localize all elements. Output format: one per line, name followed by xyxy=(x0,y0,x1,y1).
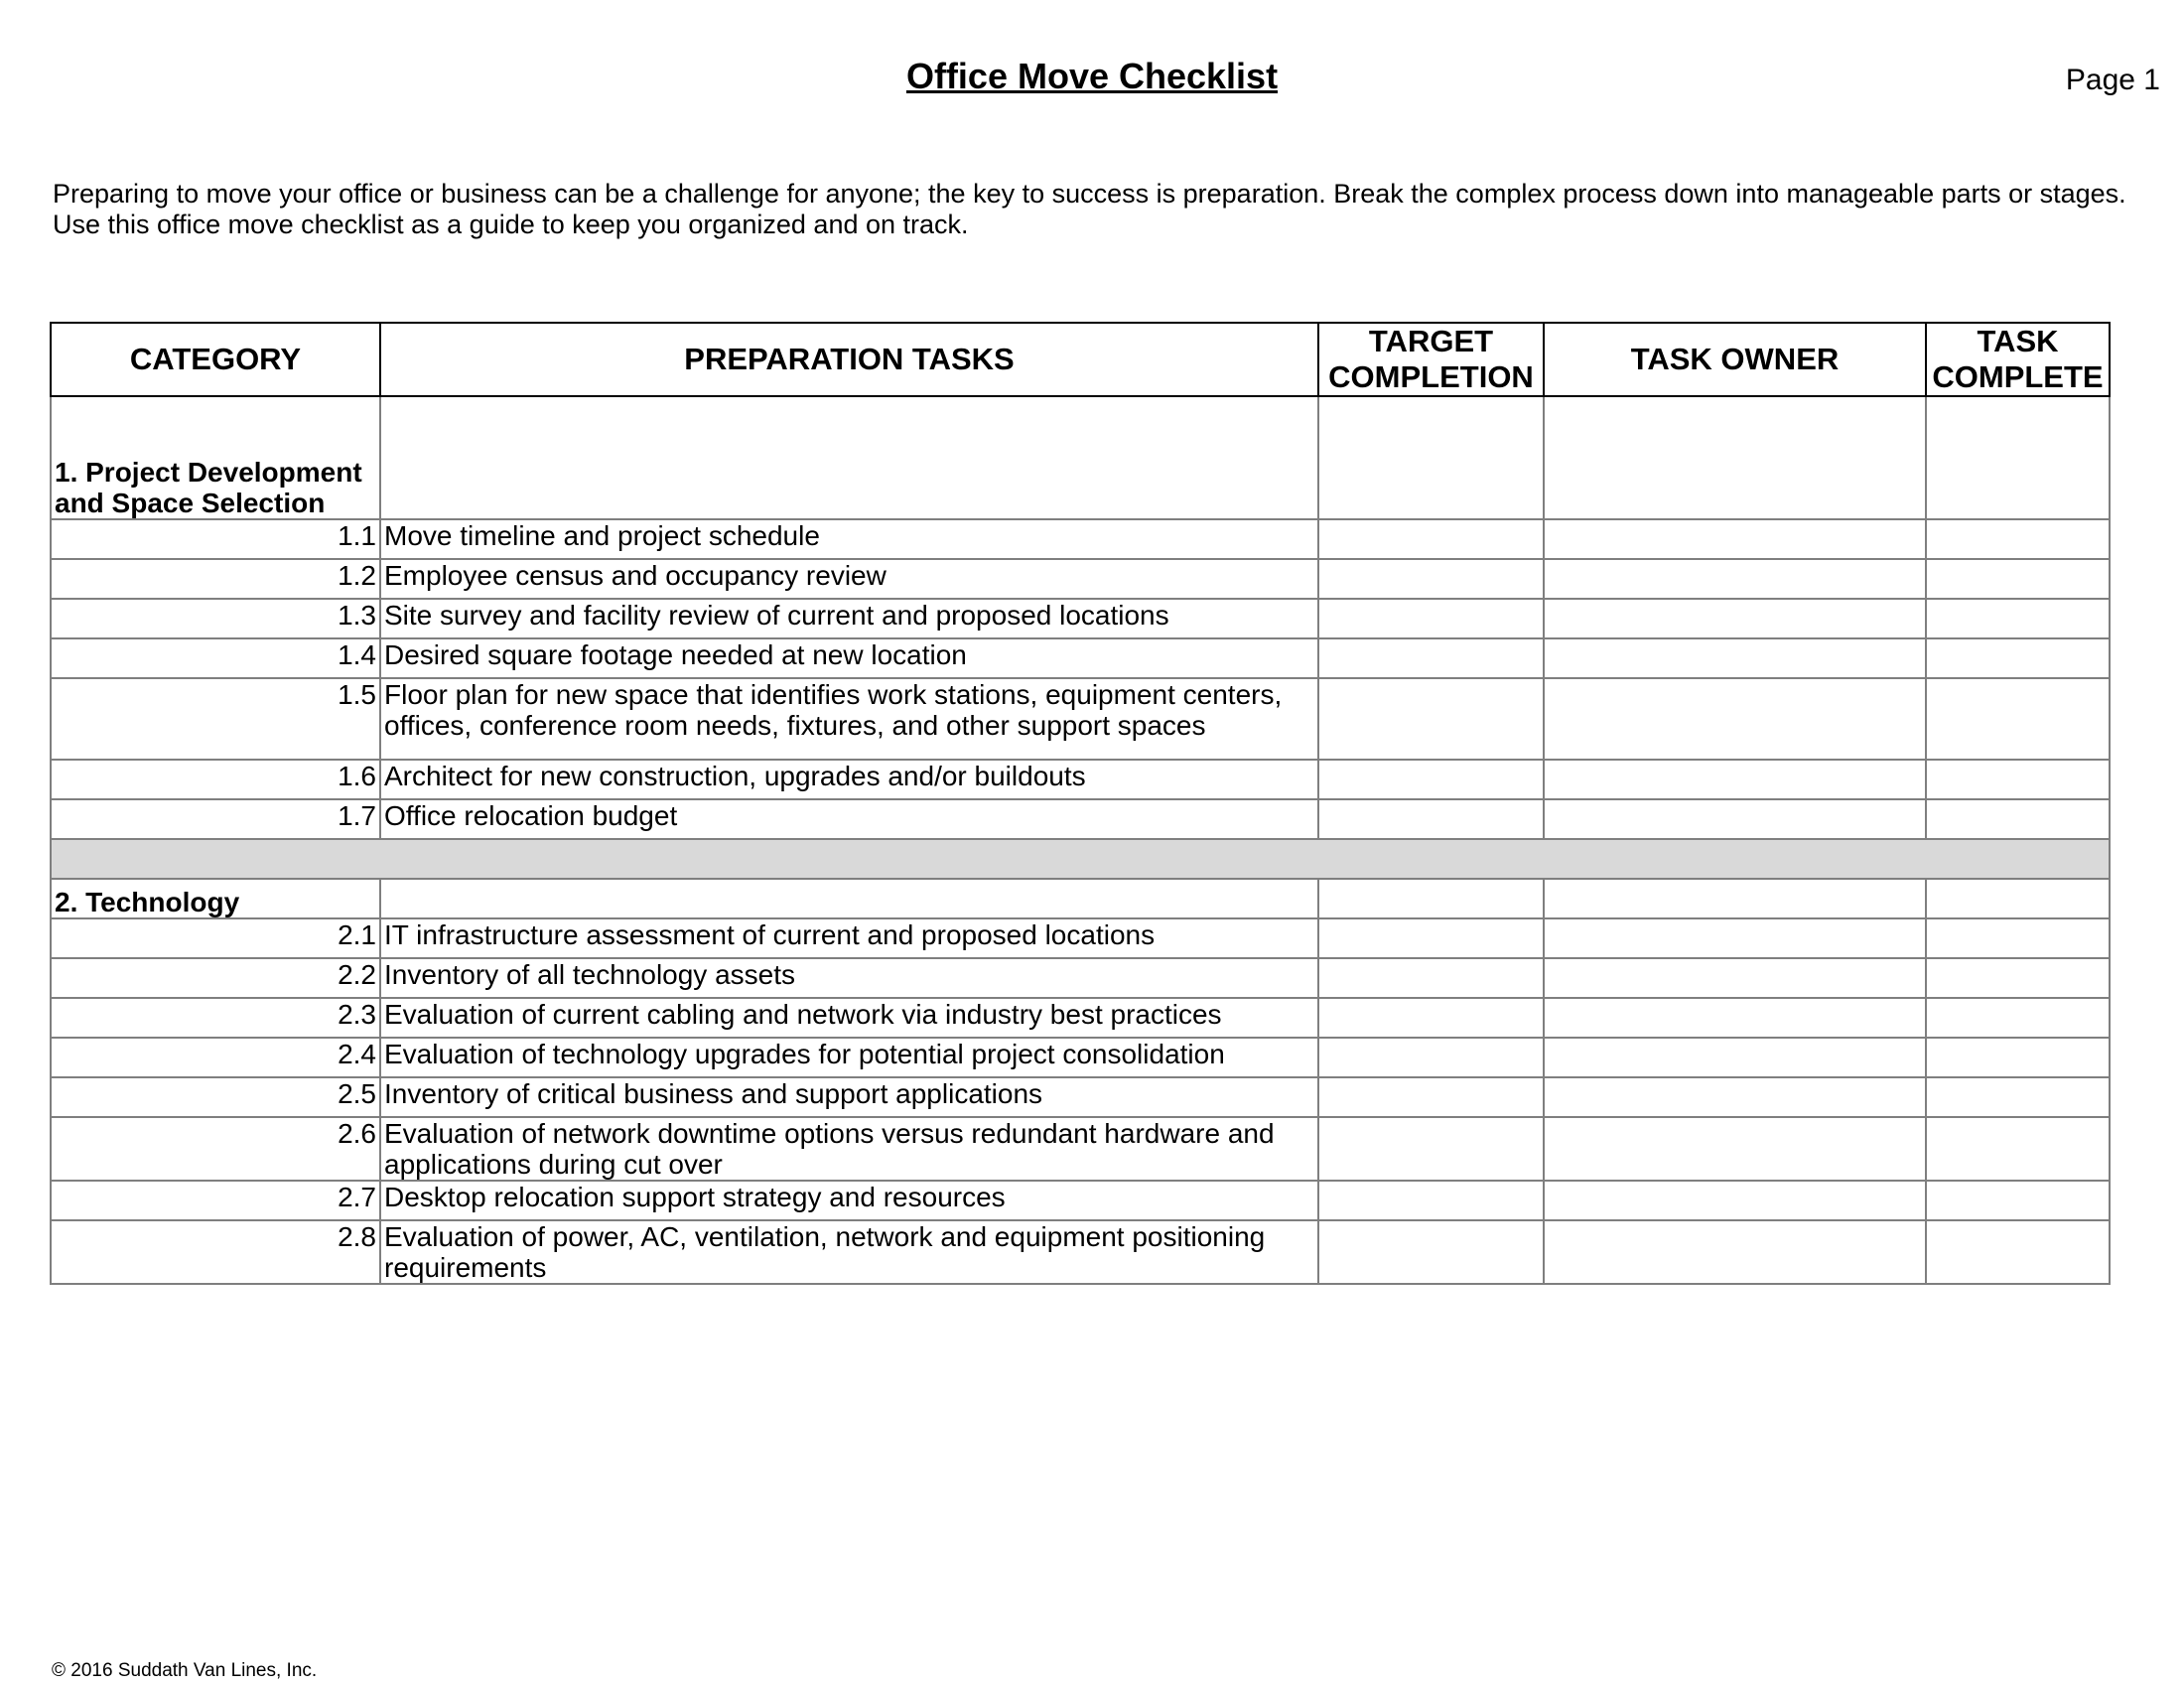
target-cell[interactable] xyxy=(1318,958,1544,998)
target-cell[interactable] xyxy=(1318,1038,1544,1077)
table-row xyxy=(51,678,2110,760)
owner-cell[interactable] xyxy=(1544,1117,1926,1181)
complete-cell[interactable] xyxy=(1926,879,2110,918)
column-header-target-completion xyxy=(1318,323,1544,396)
task-number: 1.7 xyxy=(51,799,380,839)
category-row-1 xyxy=(51,396,2110,519)
task-text: IT infrastructure assessment of current and proposed locations xyxy=(380,918,1318,958)
table-row xyxy=(51,1220,2110,1284)
complete-cell[interactable] xyxy=(1926,1220,2110,1284)
task-number: 2.7 xyxy=(51,1181,380,1220)
complete-cell[interactable] xyxy=(1926,998,2110,1038)
target-cell[interactable] xyxy=(1318,1077,1544,1117)
task-text: Inventory of critical business and support applications xyxy=(380,1077,1318,1117)
complete-line1: TASK xyxy=(1977,324,2059,358)
owner-cell[interactable] xyxy=(1544,396,1926,519)
task-text: Move timeline and project schedule xyxy=(380,519,1318,559)
task-number: 2.6 xyxy=(51,1117,380,1181)
table-header-row xyxy=(51,323,2110,396)
document-title: Office Move Checklist xyxy=(905,56,1279,96)
owner-cell[interactable] xyxy=(1544,958,1926,998)
complete-cell[interactable] xyxy=(1926,760,2110,799)
complete-cell[interactable] xyxy=(1926,799,2110,839)
task-text: Architect for new construction, upgrades and/or buildouts xyxy=(380,760,1318,799)
complete-cell[interactable] xyxy=(1926,958,2110,998)
owner-cell[interactable] xyxy=(1544,998,1926,1038)
column-header-tasks: PREPARATION TASKS xyxy=(380,323,1318,396)
table-row xyxy=(51,638,2110,678)
target-cell[interactable] xyxy=(1318,519,1544,559)
table-row xyxy=(51,958,2110,998)
complete-cell[interactable] xyxy=(1926,599,2110,638)
column-header-task-owner: TASK OWNER xyxy=(1544,323,1926,396)
complete-cell[interactable] xyxy=(1926,1181,2110,1220)
target-cell[interactable] xyxy=(1318,799,1544,839)
task-text: Inventory of all technology assets xyxy=(380,958,1318,998)
owner-cell[interactable] xyxy=(1544,638,1926,678)
target-line1: TARGET xyxy=(1368,324,1494,358)
task-number: 2.1 xyxy=(51,918,380,958)
section-divider xyxy=(51,839,2110,879)
target-cell[interactable] xyxy=(1318,1117,1544,1181)
page-number: Page 1 xyxy=(2065,64,2160,96)
target-cell[interactable] xyxy=(1318,879,1544,918)
target-cell[interactable] xyxy=(1318,1181,1544,1220)
task-number: 2.4 xyxy=(51,1038,380,1077)
task-text: Employee census and occupancy review xyxy=(380,559,1318,599)
intro-paragraph: Preparing to move your office or business can be a challenge for anyone; the key to success is preparation. Break the complex process down into manageable parts or stages. Use this office move checklist as a guide to keep you organized and on track. xyxy=(53,179,2126,239)
table-row xyxy=(51,918,2110,958)
target-cell[interactable] xyxy=(1318,760,1544,799)
task-number: 2.3 xyxy=(51,998,380,1038)
task-text: Floor plan for new space that identifies work stations, equipment centers, offices, conference room needs, fixtures, and other support spaces xyxy=(380,678,1318,760)
task-text: Office relocation budget xyxy=(380,799,1318,839)
complete-cell[interactable] xyxy=(1926,678,2110,760)
task-text: Evaluation of network downtime options versus redundant hardware and applications during cut over xyxy=(380,1117,1318,1181)
category-row-2 xyxy=(51,879,2110,918)
complete-cell[interactable] xyxy=(1926,1038,2110,1077)
owner-cell[interactable] xyxy=(1544,1220,1926,1284)
owner-cell[interactable] xyxy=(1544,918,1926,958)
table-row xyxy=(51,1117,2110,1181)
table-row xyxy=(51,559,2110,599)
task-number: 1.5 xyxy=(51,678,380,760)
checklist-table xyxy=(50,322,2111,1285)
task-number: 1.2 xyxy=(51,559,380,599)
task-text: Evaluation of power, AC, ventilation, network and equipment positioning requirements xyxy=(380,1220,1318,1284)
table-row xyxy=(51,599,2110,638)
owner-cell[interactable] xyxy=(1544,599,1926,638)
task-text: Evaluation of current cabling and network via industry best practices xyxy=(380,998,1318,1038)
table-row xyxy=(51,1038,2110,1077)
owner-cell[interactable] xyxy=(1544,1038,1926,1077)
target-cell[interactable] xyxy=(1318,1220,1544,1284)
task-number: 2.8 xyxy=(51,1220,380,1284)
column-header-category: CATEGORY xyxy=(51,323,380,396)
table-row xyxy=(51,998,2110,1038)
complete-cell[interactable] xyxy=(1926,559,2110,599)
owner-cell[interactable] xyxy=(1544,559,1926,599)
copyright-footer: © 2016 Suddath Van Lines, Inc. xyxy=(52,1660,318,1681)
complete-line2: COMPLETE xyxy=(1932,359,2104,394)
target-cell[interactable] xyxy=(1318,559,1544,599)
owner-cell[interactable] xyxy=(1544,1181,1926,1220)
category-label: 1. Project Development and Space Selection xyxy=(51,396,380,519)
complete-cell[interactable] xyxy=(1926,1117,2110,1181)
task-number: 2.2 xyxy=(51,958,380,998)
owner-cell[interactable] xyxy=(1544,760,1926,799)
target-cell[interactable] xyxy=(1318,918,1544,958)
target-cell[interactable] xyxy=(1318,998,1544,1038)
target-line2: COMPLETION xyxy=(1328,359,1534,394)
column-header-task-complete xyxy=(1926,323,2110,396)
complete-cell[interactable] xyxy=(1926,396,2110,519)
table-row xyxy=(51,799,2110,839)
table-row xyxy=(51,519,2110,559)
owner-cell[interactable] xyxy=(1544,1077,1926,1117)
target-cell[interactable] xyxy=(1318,396,1544,519)
task-number: 1.3 xyxy=(51,599,380,638)
owner-cell[interactable] xyxy=(1544,678,1926,760)
task-number: 2.5 xyxy=(51,1077,380,1117)
task-text: Evaluation of technology upgrades for potential project consolidation xyxy=(380,1038,1318,1077)
complete-cell[interactable] xyxy=(1926,918,2110,958)
table-row xyxy=(51,1181,2110,1220)
task-number: 1.4 xyxy=(51,638,380,678)
complete-cell[interactable] xyxy=(1926,638,2110,678)
owner-cell[interactable] xyxy=(1544,799,1926,839)
owner-cell[interactable] xyxy=(1544,519,1926,559)
table-row xyxy=(51,1077,2110,1117)
target-cell[interactable] xyxy=(1318,638,1544,678)
complete-cell[interactable] xyxy=(1926,1077,2110,1117)
task-text: Site survey and facility review of current and proposed locations xyxy=(380,599,1318,638)
task-text: Desktop relocation support strategy and resources xyxy=(380,1181,1318,1220)
table-row xyxy=(51,760,2110,799)
owner-cell[interactable] xyxy=(1544,879,1926,918)
task-number: 1.1 xyxy=(51,519,380,559)
category-label: 2. Technology xyxy=(51,879,380,918)
task-number: 1.6 xyxy=(51,760,380,799)
complete-cell[interactable] xyxy=(1926,519,2110,559)
target-cell[interactable] xyxy=(1318,678,1544,760)
target-cell[interactable] xyxy=(1318,599,1544,638)
task-text: Desired square footage needed at new location xyxy=(380,638,1318,678)
